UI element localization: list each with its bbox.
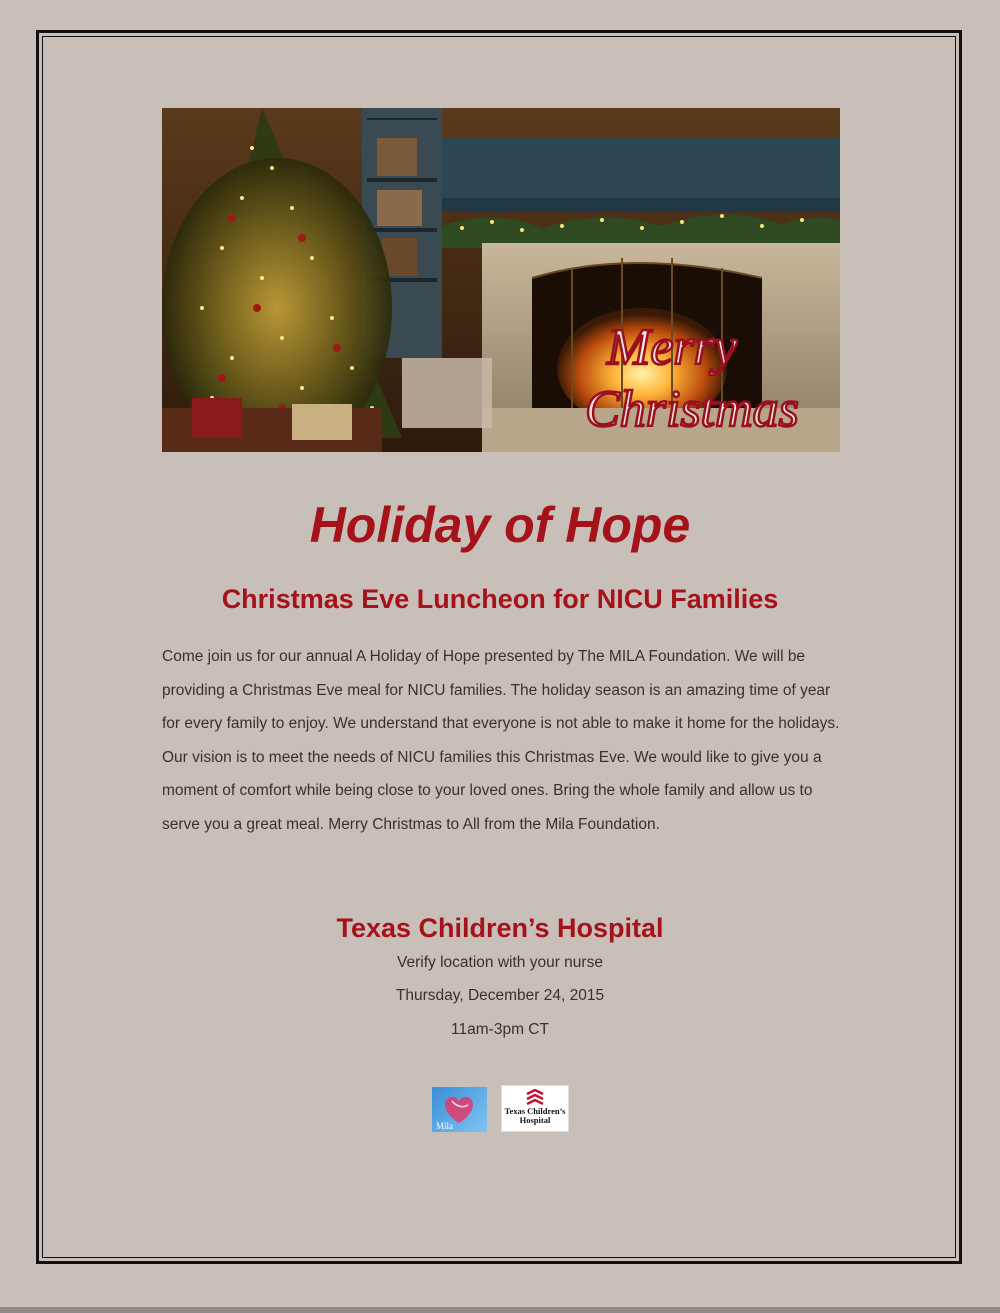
merry-overlay-text: Merry [607,319,737,376]
page-title: Holiday of Hope [309,497,691,553]
venue-heading: Texas Children’s Hospital [336,913,664,943]
location-note: Verify location with your nurse [397,954,603,971]
event-date: Thursday, December 24, 2015 [395,987,605,1004]
tch-chevron-icon [527,1090,543,1104]
christmas-overlay-text: Christmas [585,381,799,438]
bottom-strip [0,1307,1000,1313]
tch-logo-line2: Hospital [519,1115,551,1125]
christmas-fireplace-image [162,108,840,452]
heart-icon [445,1097,473,1123]
page-subtitle: Christmas Eve Luncheon for NICU Families [221,584,779,614]
body-paragraph: Come join us for our annual A Holiday of Hope presented by The MILA Foundation. We will be providing a Christmas Eve meal for NICU families. The holiday season is an amazing time of year for every family to enjoy. We understand that everyone is not able to make it home for the holidays. Our vision is to meet the needs of NICU families this Christmas Eve. We would like to give you a moment of comfort while being close to your loved ones. Bring the whole family and allow us to serve you a great meal. Merry Christmas to All from the Mila Foundation. [162,648,840,833]
mila-logo-text: Mila [436,1121,453,1131]
event-time: 11am-3pm CT [451,1021,549,1038]
texas-childrens-hospital-logo [501,1085,569,1132]
body-paragraph-container [162,640,842,841]
mila-foundation-logo [432,1087,487,1132]
tch-logo-line1: Texas Children’s [504,1106,566,1116]
